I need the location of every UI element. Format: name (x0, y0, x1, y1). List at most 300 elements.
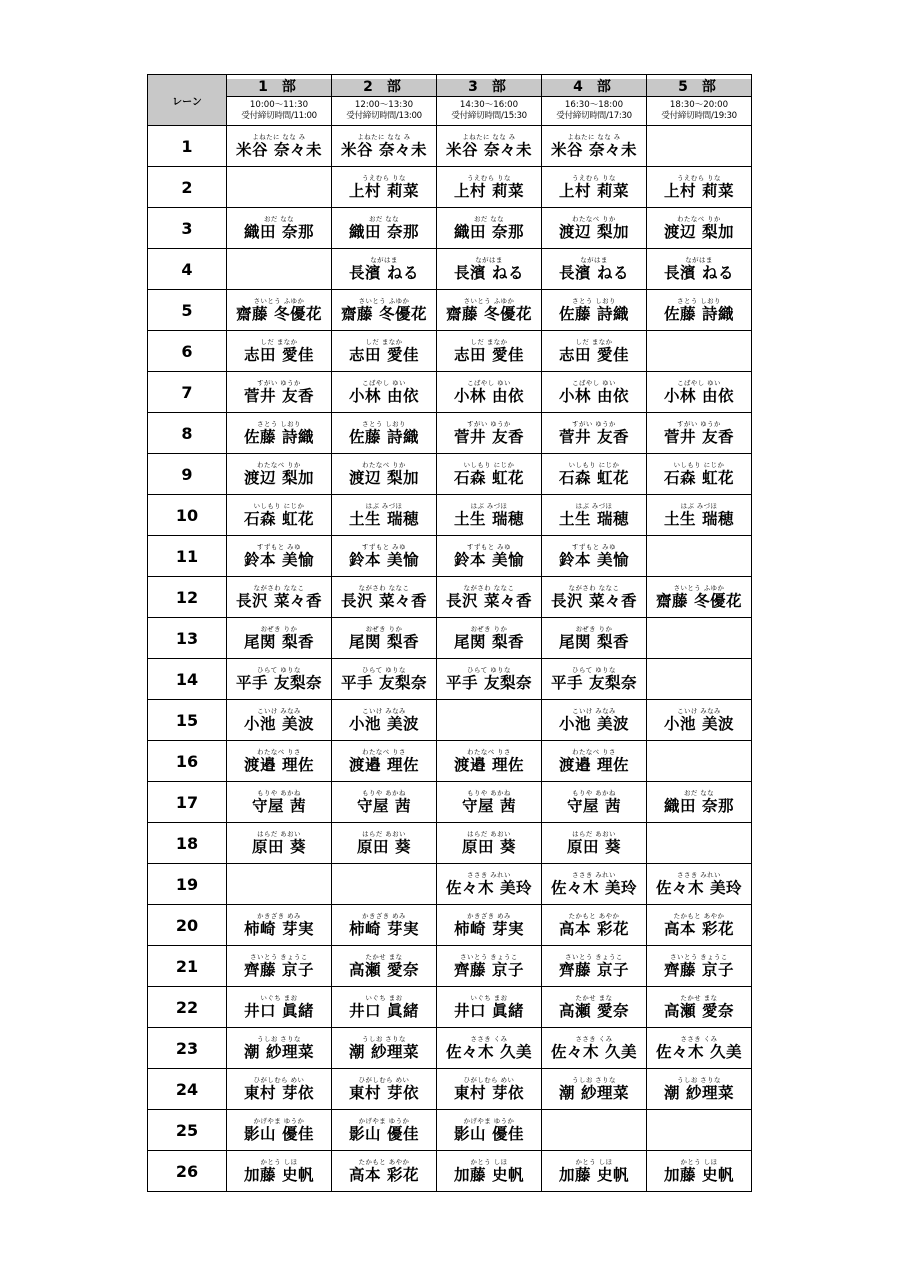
member-cell (227, 536, 332, 577)
member-name: 上村 莉菜 (454, 182, 524, 200)
part-deadline: 受付締切時間/19:30 (661, 110, 737, 121)
member-name-reading: すずもと みゆ (572, 543, 616, 551)
lane-number: 2 (148, 167, 227, 208)
member-name-reading: かきざき めみ (257, 912, 301, 920)
member-name: 石森 虹花 (559, 469, 629, 487)
member-name-reading: うしお さりな (572, 1076, 616, 1084)
member-cell (437, 208, 542, 249)
member-name: 米谷 奈々未 (446, 141, 532, 159)
member-cell (227, 249, 332, 290)
part-title: 4部 (542, 79, 646, 97)
member-name: 米谷 奈々未 (236, 141, 322, 159)
member-name-reading: ひらて ゆりな (362, 666, 406, 674)
member-name-reading: たかせ まな (365, 953, 403, 961)
member-cell (227, 167, 332, 208)
member-cell (647, 372, 752, 413)
member-name-reading: うえむら りな (467, 174, 511, 182)
member-name: 志田 愛佳 (244, 346, 314, 364)
member-name-reading: こばやし ゆい (572, 379, 616, 387)
member-name: 佐々木 久美 (656, 1043, 742, 1061)
member-cell (227, 126, 332, 167)
member-name: 加藤 史帆 (244, 1166, 314, 1184)
member-name: 平手 友梨奈 (236, 674, 322, 692)
part-title: 5部 (647, 79, 751, 97)
member-name-reading: おだ なな (368, 215, 400, 223)
member-name-reading: ながはま (475, 256, 503, 264)
part-deadline: 受付締切時間/11:00 (241, 110, 317, 121)
member-name-reading: いしもり にじか (673, 461, 725, 469)
lane-number: 25 (148, 1110, 227, 1151)
member-name: 加藤 史帆 (664, 1166, 734, 1184)
member-cell (542, 618, 647, 659)
member-cell (332, 208, 437, 249)
member-name-reading: すがい ゆうか (467, 420, 511, 428)
member-name-reading: よねたに なな み (567, 133, 621, 141)
header-row (148, 75, 752, 126)
member-name-reading: はらだ あおい (362, 830, 406, 838)
member-name-reading: いぐち まお (365, 994, 403, 1002)
member-cell (437, 126, 542, 167)
lane-row (148, 372, 752, 413)
member-name: 佐々木 美玲 (656, 879, 742, 897)
member-cell (647, 864, 752, 905)
member-name-reading: ささき みれい (467, 871, 511, 879)
member-name-reading: さとう しおり (362, 420, 406, 428)
member-name-reading: すずもと みゆ (467, 543, 511, 551)
member-name-reading: ひがしむら めい (463, 1076, 515, 1084)
member-cell (647, 946, 752, 987)
member-name-reading: わたなべ りか (362, 461, 406, 469)
member-cell (542, 495, 647, 536)
member-cell (227, 290, 332, 331)
member-cell (332, 987, 437, 1028)
member-cell (437, 987, 542, 1028)
member-cell (542, 864, 647, 905)
member-name: 尾関 梨香 (559, 633, 629, 651)
member-cell (647, 208, 752, 249)
member-cell (542, 1151, 647, 1192)
member-cell (332, 618, 437, 659)
member-name-reading: こいけ みなみ (677, 707, 721, 715)
member-name: 平手 友梨奈 (446, 674, 532, 692)
member-cell (542, 208, 647, 249)
member-name: 原田 葵 (567, 838, 621, 856)
lane-row (148, 1069, 752, 1110)
lane-row (148, 782, 752, 823)
member-name: 加藤 史帆 (559, 1166, 629, 1184)
member-name-reading: おだ なな (683, 789, 715, 797)
member-name-reading: たかせ まな (575, 994, 613, 1002)
member-cell (437, 167, 542, 208)
member-cell (437, 454, 542, 495)
member-cell (332, 372, 437, 413)
member-name-reading: もりや あかね (362, 789, 406, 797)
member-name: 小林 由依 (349, 387, 419, 405)
member-name-reading: たかもと あやか (673, 912, 725, 920)
member-name-reading: わたなべ りさ (467, 748, 511, 756)
member-name: 渡辺 梨加 (244, 469, 314, 487)
member-cell (332, 454, 437, 495)
part-deadline: 受付締切時間/17:30 (556, 110, 632, 121)
member-name-reading: かきざき めみ (467, 912, 511, 920)
member-name: 志田 愛佳 (454, 346, 524, 364)
member-name-reading: たかもと あやか (358, 1158, 410, 1166)
member-name: 渡邉 理佐 (454, 756, 524, 774)
lane-number: 6 (148, 331, 227, 372)
member-name-reading: よねたに なな み (462, 133, 516, 141)
part-header (332, 75, 437, 126)
member-cell (542, 659, 647, 700)
member-name-reading: ながはま (685, 256, 713, 264)
member-name: 高本 彩花 (349, 1166, 419, 1184)
member-name-reading: さとう しおり (572, 297, 616, 305)
member-name-reading: ながさわ ななこ (358, 584, 410, 592)
member-name: 平手 友梨奈 (551, 674, 637, 692)
member-name-reading: わたなべ りさ (572, 748, 616, 756)
member-name-reading: よねたに なな み (252, 133, 306, 141)
member-cell (647, 331, 752, 372)
member-name-reading: おぜき りか (470, 625, 508, 633)
member-name: 原田 葵 (357, 838, 411, 856)
lane-number: 12 (148, 577, 227, 618)
member-name-reading: すがい ゆうか (572, 420, 616, 428)
member-name: 鈴本 美愉 (244, 551, 314, 569)
member-name-reading: もりや あかね (467, 789, 511, 797)
member-name: 鈴本 美愉 (559, 551, 629, 569)
member-name: 高瀬 愛奈 (664, 1002, 734, 1020)
member-name-reading: はらだ あおい (257, 830, 301, 838)
lane-row (148, 167, 752, 208)
member-cell (227, 987, 332, 1028)
member-cell (437, 864, 542, 905)
part-time: 14:30～16:00 (459, 99, 519, 110)
member-name-reading: はらだ あおい (467, 830, 511, 838)
member-name: 志田 愛佳 (349, 346, 419, 364)
member-name-reading: ながはま (580, 256, 608, 264)
member-name: 佐藤 詩織 (664, 305, 734, 323)
part-title: 2部 (332, 79, 436, 97)
member-name: 高瀬 愛奈 (349, 961, 419, 979)
member-name-reading: たかせ まな (680, 994, 718, 1002)
lane-number: 18 (148, 823, 227, 864)
member-name: 影山 優佳 (244, 1125, 314, 1143)
member-cell (647, 700, 752, 741)
member-name: 尾関 梨香 (349, 633, 419, 651)
lane-row (148, 905, 752, 946)
member-name-reading: わたなべ りか (257, 461, 301, 469)
member-cell (227, 495, 332, 536)
part-deadline: 受付締切時間/13:00 (346, 110, 422, 121)
member-name: 齋藤 冬優花 (656, 592, 742, 610)
member-name: 米谷 奈々未 (341, 141, 427, 159)
member-name: 渡邉 理佐 (244, 756, 314, 774)
member-cell (437, 659, 542, 700)
member-cell (542, 454, 647, 495)
member-name: 佐藤 詩織 (244, 428, 314, 446)
member-name: 長沢 菜々香 (236, 592, 322, 610)
member-name: 志田 愛佳 (559, 346, 629, 364)
member-name: 小林 由依 (559, 387, 629, 405)
member-cell (437, 1028, 542, 1069)
member-name-reading: はぶ みづほ (365, 502, 403, 510)
member-cell (647, 618, 752, 659)
member-name-reading: おだ なな (263, 215, 295, 223)
lane-row (148, 618, 752, 659)
lane-number: 24 (148, 1069, 227, 1110)
member-name-reading: もりや あかね (572, 789, 616, 797)
member-name: 渡邉 理佐 (559, 756, 629, 774)
member-name-reading: わたなべ りさ (257, 748, 301, 756)
member-cell (332, 290, 437, 331)
member-name-reading: ひらて ゆりな (257, 666, 301, 674)
member-name: 菅井 友香 (244, 387, 314, 405)
lane-row (148, 741, 752, 782)
lane-row (148, 454, 752, 495)
member-name: 潮 紗理菜 (244, 1043, 314, 1061)
member-cell (437, 413, 542, 454)
part-time: 10:00～11:30 (249, 99, 309, 110)
member-name: 守屋 茜 (357, 797, 411, 815)
member-name: 井口 眞緒 (454, 1002, 524, 1020)
member-name-reading: わたなべ りか (572, 215, 616, 223)
member-cell (437, 495, 542, 536)
lane-number: 23 (148, 1028, 227, 1069)
member-name: 織田 奈那 (244, 223, 314, 241)
member-cell (332, 700, 437, 741)
member-name: 原田 葵 (462, 838, 516, 856)
member-name-reading: かとう しほ (470, 1158, 508, 1166)
lane-row (148, 536, 752, 577)
member-cell (647, 290, 752, 331)
member-name: 石森 虹花 (454, 469, 524, 487)
member-name: 齋藤 冬優花 (236, 305, 322, 323)
member-name-reading: ひがしむら めい (358, 1076, 410, 1084)
member-cell (227, 372, 332, 413)
member-name: 長濱 ねる (454, 264, 524, 282)
member-cell (647, 249, 752, 290)
lane-number: 8 (148, 413, 227, 454)
member-name: 佐藤 詩織 (349, 428, 419, 446)
member-cell (332, 946, 437, 987)
member-cell (227, 1028, 332, 1069)
lane-row (148, 495, 752, 536)
member-name-reading: こばやし ゆい (362, 379, 406, 387)
member-cell (542, 577, 647, 618)
member-cell (332, 1028, 437, 1069)
lane-row (148, 249, 752, 290)
member-name: 齋藤 冬優花 (446, 305, 532, 323)
member-name: 影山 優佳 (349, 1125, 419, 1143)
member-cell (647, 782, 752, 823)
member-name-reading: かとう しほ (575, 1158, 613, 1166)
member-cell (647, 413, 752, 454)
part-title: 1部 (227, 79, 331, 97)
member-name: 佐々木 久美 (551, 1043, 637, 1061)
member-cell (437, 290, 542, 331)
member-name: 柿崎 芽実 (349, 920, 419, 938)
lane-header: レーン (148, 75, 227, 126)
member-cell (332, 741, 437, 782)
member-cell (542, 987, 647, 1028)
lane-number: 21 (148, 946, 227, 987)
member-name: 守屋 茜 (252, 797, 306, 815)
member-cell (542, 249, 647, 290)
member-name-reading: すがい ゆうか (257, 379, 301, 387)
member-name: 鈴本 美愉 (454, 551, 524, 569)
member-cell (332, 864, 437, 905)
member-cell (437, 946, 542, 987)
member-name: 柿崎 芽実 (244, 920, 314, 938)
member-name-reading: いぐち まお (260, 994, 298, 1002)
lane-schedule-table (147, 74, 752, 1192)
member-name-reading: うしお さりな (677, 1076, 721, 1084)
member-name: 高本 彩花 (664, 920, 734, 938)
member-cell (227, 741, 332, 782)
member-name-reading: しだ まなか (365, 338, 403, 346)
member-cell (437, 823, 542, 864)
member-name-reading: こばやし ゆい (677, 379, 721, 387)
member-name: 井口 眞緒 (244, 1002, 314, 1020)
lane-number: 10 (148, 495, 227, 536)
member-name-reading: うえむら りな (677, 174, 721, 182)
lane-number: 14 (148, 659, 227, 700)
member-name: 東村 芽依 (454, 1084, 524, 1102)
member-cell (227, 331, 332, 372)
member-name: 齋藤 冬優花 (341, 305, 427, 323)
member-name: 長沢 菜々香 (446, 592, 532, 610)
member-cell (227, 1069, 332, 1110)
member-name-reading: すずもと みゆ (362, 543, 406, 551)
member-name: 米谷 奈々未 (551, 141, 637, 159)
member-name: 齊藤 京子 (559, 961, 629, 979)
member-cell (542, 782, 647, 823)
part-header (437, 75, 542, 126)
member-name: 守屋 茜 (567, 797, 621, 815)
member-name: 潮 紗理菜 (349, 1043, 419, 1061)
member-cell (647, 823, 752, 864)
part-time: 12:00～13:30 (354, 99, 414, 110)
part-time: 16:30～18:00 (564, 99, 624, 110)
member-name-reading: ながはま (370, 256, 398, 264)
lane-row (148, 659, 752, 700)
lane-row (148, 577, 752, 618)
member-cell (227, 577, 332, 618)
member-name: 高本 彩花 (559, 920, 629, 938)
member-name-reading: はぶ みづほ (470, 502, 508, 510)
member-name: 織田 奈那 (454, 223, 524, 241)
member-name-reading: ひらて ゆりな (572, 666, 616, 674)
lane-number: 3 (148, 208, 227, 249)
lane-row (148, 126, 752, 167)
member-cell (647, 454, 752, 495)
member-name: 長沢 菜々香 (341, 592, 427, 610)
member-name: 鈴本 美愉 (349, 551, 419, 569)
member-name-reading: しだ まなか (575, 338, 613, 346)
member-name: 齊藤 京子 (454, 961, 524, 979)
member-name-reading: さいとう ふゆか (463, 297, 515, 305)
member-name-reading: こいけ みなみ (572, 707, 616, 715)
member-name: 上村 莉菜 (349, 182, 419, 200)
member-name: 渡辺 梨加 (349, 469, 419, 487)
member-cell (332, 1151, 437, 1192)
member-name: 佐々木 美玲 (446, 879, 532, 897)
member-cell (542, 823, 647, 864)
member-cell (542, 290, 647, 331)
member-cell (332, 126, 437, 167)
member-name-reading: いぐち まお (470, 994, 508, 1002)
member-name-reading: ひがしむら めい (253, 1076, 305, 1084)
member-cell (647, 1151, 752, 1192)
member-name-reading: さいとう きょうこ (250, 953, 308, 961)
lane-number: 4 (148, 249, 227, 290)
member-name-reading: わたなべ りさ (362, 748, 406, 756)
member-name-reading: いしもり にじか (253, 502, 305, 510)
member-name: 平手 友梨奈 (341, 674, 427, 692)
member-name-reading: さいとう きょうこ (670, 953, 728, 961)
member-name: 土生 瑞穂 (349, 510, 419, 528)
member-cell (332, 782, 437, 823)
member-name-reading: さいとう きょうこ (565, 953, 623, 961)
member-name: 佐々木 久美 (446, 1043, 532, 1061)
member-name-reading: うえむら りな (362, 174, 406, 182)
lane-row (148, 413, 752, 454)
member-cell (437, 1069, 542, 1110)
lane-row (148, 1028, 752, 1069)
member-cell (542, 946, 647, 987)
member-cell (332, 331, 437, 372)
member-name: 佐々木 美玲 (551, 879, 637, 897)
lane-number: 20 (148, 905, 227, 946)
member-cell (332, 536, 437, 577)
member-name-reading: ささき くみ (680, 1035, 718, 1043)
member-cell (332, 413, 437, 454)
member-cell (542, 700, 647, 741)
member-cell (227, 413, 332, 454)
member-name-reading: すずもと みゆ (257, 543, 301, 551)
member-name: 東村 芽依 (349, 1084, 419, 1102)
member-name: 渡辺 梨加 (559, 223, 629, 241)
member-name: 小林 由依 (454, 387, 524, 405)
member-name-reading: よねたに なな み (357, 133, 411, 141)
member-name-reading: いしもり にじか (568, 461, 620, 469)
member-name-reading: かげやま ゆうか (463, 1117, 515, 1125)
member-name: 加藤 史帆 (454, 1166, 524, 1184)
lane-number: 17 (148, 782, 227, 823)
member-cell (332, 1069, 437, 1110)
member-cell (542, 413, 647, 454)
member-name-reading: かげやま ゆうか (358, 1117, 410, 1125)
member-name-reading: すがい ゆうか (677, 420, 721, 428)
lane-row (148, 290, 752, 331)
member-cell (542, 741, 647, 782)
member-name-reading: ささき みれい (572, 871, 616, 879)
part-header (227, 75, 332, 126)
member-name: 潮 紗理菜 (664, 1084, 734, 1102)
member-name-reading: うしお さりな (257, 1035, 301, 1043)
member-name: 石森 虹花 (664, 469, 734, 487)
member-cell (437, 249, 542, 290)
member-cell (332, 1110, 437, 1151)
lane-number: 26 (148, 1151, 227, 1192)
member-name-reading: うえむら りな (572, 174, 616, 182)
member-name: 小池 美波 (664, 715, 734, 733)
member-name-reading: たかもと あやか (568, 912, 620, 920)
member-name-reading: かげやま ゆうか (253, 1117, 305, 1125)
member-name: 柿崎 芽実 (454, 920, 524, 938)
member-name: 土生 瑞穂 (664, 510, 734, 528)
member-name-reading: ながさわ ななこ (463, 584, 515, 592)
member-name: 長濱 ねる (349, 264, 419, 282)
